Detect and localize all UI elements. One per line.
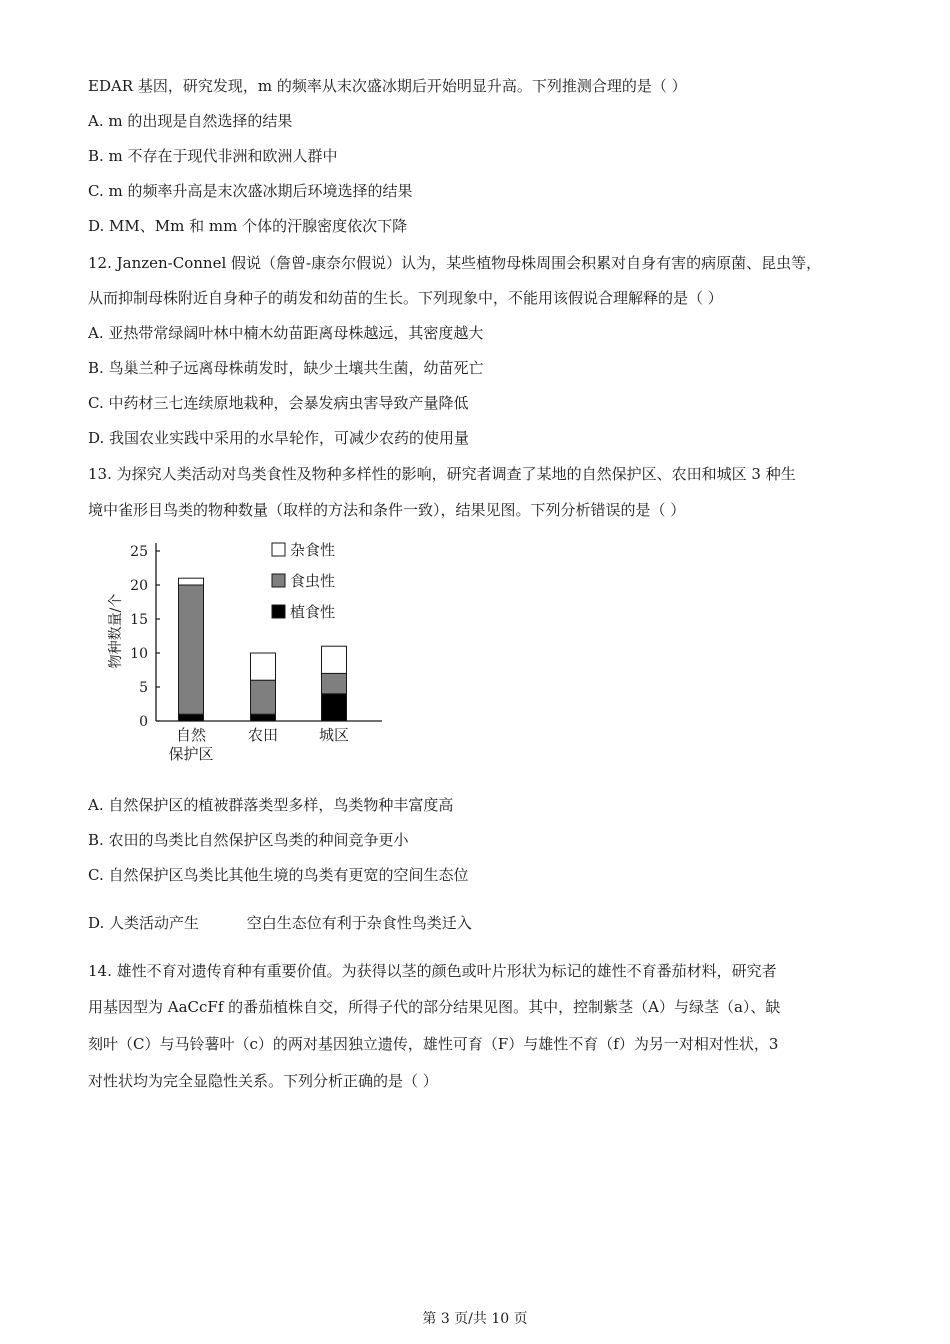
legend-swatch <box>272 543 285 556</box>
q12-option-b: B. 鸟巢兰种子远离母株萌发时，缺少土壤共生菌，幼苗死亡 <box>88 359 484 377</box>
legend-swatch <box>272 605 285 618</box>
q14-stem-line3: 刻叶（C）与马铃薯叶（c）的两对基因独立遗传，雄性可育（F）与雄性不育（f）为另一对相对性状，3 <box>88 1035 779 1053</box>
x-category-label: 保护区 <box>168 745 214 763</box>
bar-segment <box>251 714 276 721</box>
bar-segment <box>179 714 204 721</box>
q11-option-c: C. m 的频率升高是末次盛冰期后环境选择的结果 <box>88 182 413 200</box>
bar-segment <box>322 673 347 693</box>
q11-option-b: B. m 不存在于现代非洲和欧洲人群中 <box>88 147 338 165</box>
bar-segment <box>179 578 204 585</box>
bar-segment <box>251 680 276 714</box>
q13-option-d: D. 人类活动产生 空白生态位有利于杂食性鸟类迁入 <box>88 914 472 932</box>
bar-segment <box>251 653 276 680</box>
q13-option-b: B. 农田的鸟类比自然保护区鸟类的种间竞争更小 <box>88 831 409 849</box>
bar-segment <box>322 646 347 673</box>
bar-segment <box>322 694 347 721</box>
q12-stem-line2: 从而抑制母株附近自身种子的萌发和幼苗的生长。下列现象中，不能用该假说合理解释的是（ ） <box>88 289 723 307</box>
legend-label: 杂食性 <box>290 541 336 559</box>
x-category-label: 自然 <box>175 726 207 744</box>
y-tick-label: 0 <box>139 714 148 730</box>
q12-option-d: D. 我国农业实践中采用的水旱轮作，可减少农药的使用量 <box>88 429 470 447</box>
legend-label: 食虫性 <box>290 572 336 590</box>
y-tick-label: 15 <box>130 612 148 628</box>
y-tick-label: 20 <box>130 578 148 594</box>
page-footer: 第 3 页/共 10 页 <box>422 1311 528 1327</box>
x-category-label: 城区 <box>318 726 350 744</box>
q12-option-a: A. 亚热带常绿阔叶林中楠木幼苗距离母株越远，其密度越大 <box>88 324 484 342</box>
y-tick-label: 5 <box>139 680 148 696</box>
q13-stem-line1: 13. 为探究人类活动对鸟类食性及物种多样性的影响，研究者调查了某地的自然保护区、农田和城区 3 种生 <box>88 465 796 483</box>
bar-segment <box>179 585 204 714</box>
q13-option-c: C. 自然保护区鸟类比其他生境的鸟类有更宽的空间生态位 <box>88 866 469 884</box>
y-tick-label: 10 <box>130 646 148 662</box>
x-category-label: 农田 <box>247 726 279 744</box>
species-bar-chart <box>100 535 400 770</box>
y-tick-label: 25 <box>130 544 148 560</box>
chart-y-axis-label: 物种数量/个 <box>108 593 124 669</box>
legend-label: 植食性 <box>290 603 336 621</box>
q13-option-a: A. 自然保护区的植被群落类型多样，鸟类物种丰富度高 <box>88 796 454 814</box>
q14-stem-line1: 14. 雄性不育对遗传育种有重要价值。为获得以茎的颜色或叶片形状为标记的雄性不育番茄材料，研究者 <box>88 962 777 980</box>
q11-option-a: A. m 的出现是自然选择的结果 <box>88 112 293 130</box>
q14-stem-line2: 用基因型为 AaCcFf 的番茄植株自交，所得子代的部分结果见图。其中，控制紫茎（A）与绿茎（a）、缺 <box>88 998 781 1016</box>
q13-stem-line2: 境中雀形目鸟类的物种数量（取样的方法和条件一致），结果见图。下列分析错误的是（ ） <box>88 501 686 519</box>
q14-stem-line4: 对性状均为完全显隐性关系。下列分析正确的是（ ） <box>88 1072 438 1090</box>
legend-swatch <box>272 574 285 587</box>
q11-stem: EDAR 基因，研究发现，m 的频率从末次盛冰期后开始明显升高。下列推测合理的是（ ） <box>88 77 687 95</box>
q12-stem-line1: 12. Janzen-Connel 假说（詹曾-康奈尔假说）认为，某些植物母株周围会积累对自身有害的病原菌、昆虫等， <box>88 254 822 272</box>
q12-option-c: C. 中药材三七连续原地栽种，会暴发病虫害导致产量降低 <box>88 394 469 412</box>
q11-option-d: D. MM、Mm 和 mm 个体的汗腺密度依次下降 <box>88 217 408 235</box>
